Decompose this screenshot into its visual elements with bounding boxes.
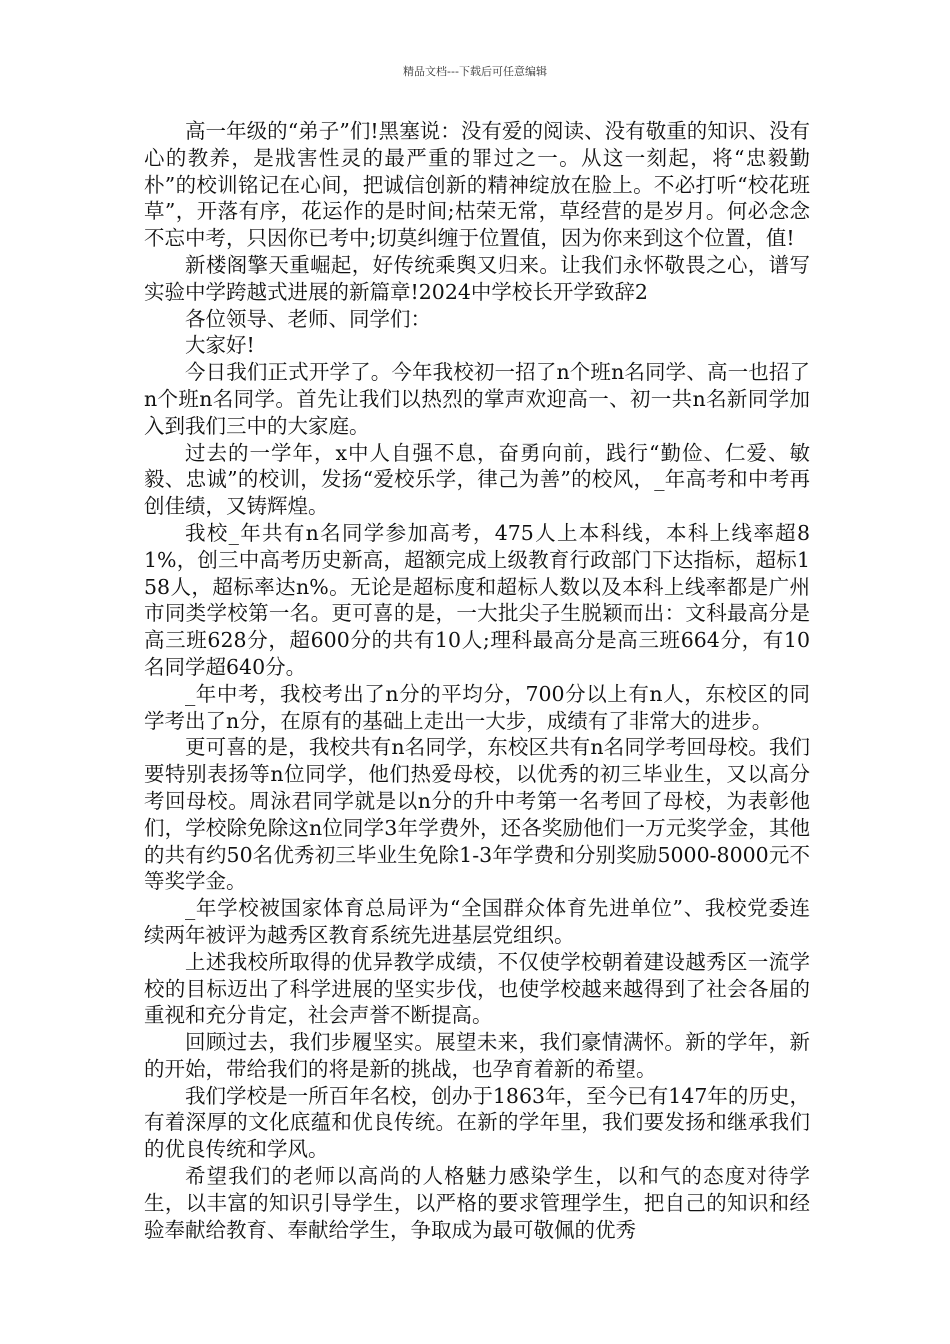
paragraph: 高一年级的“弟子”们!黑塞说：没有爱的阅读、没有敬重的知识、没有心的教养，是戕害性灵的最严重的罪过之一。从这一刻起，将“忠毅勤朴”的校训铭记在心间，把诚信创新的精神绽放在脸上。不必打听“校花班草”，开落有序，花运作的是时间;枯荣无常，草经营的是岁月。何必念念不忘中考，只因你已考中;切莫纠缠于位置值，因为你来到这个位置，值!	[144, 119, 810, 251]
page-header: 精品文档---下载后可任意编辑	[403, 65, 547, 78]
paragraph: 回顾过去，我们步履坚实。展望未来，我们豪情满怀。新的学年，新的开始，带给我们的将是新的挑战，也孕育着新的希望。	[144, 1030, 810, 1081]
paragraph: _年学校被国家体育总局评为“全国群众体育先进单位”、我校党委连续两年被评为越秀区教育系统先进基层党组织。	[144, 896, 810, 947]
paragraph: 我们学校是一所百年名校，创办于1863年，至今已有147年的历史，有着深厚的文化底蕴和优良传统。在新的学年里，我们要发扬和继承我们的优良传统和学风。	[144, 1083, 810, 1162]
paragraph: 上述我校所取得的优异教学成绩，不仅使学校朝着建设越秀区一流学校的目标迈出了科学进展的坚实步伐，也使学校越来越得到了社会各届的重视和充分肯定，社会声誉不断提高。	[144, 949, 810, 1028]
paragraph: 过去的一学年，x中人自强不息，奋勇向前，践行“勤俭、仁爱、敏毅、忠诚”的校训，发扬“爱校乐学，律己为善”的校风，_年高考和中考再创佳绩，又铸辉煌。	[144, 440, 810, 519]
paragraph: 大家好!	[185, 333, 255, 358]
paragraph: 更可喜的是，我校共有n名同学，东校区共有n名同学考回母校。我们要特别表扬等n位同学，他们热爱母校，以优秀的初三毕业生，又以高分考回母校。周泳君同学就是以n分的升中考第一名考回了母校，为表彰他们，学校除免除这n位同学3年学费外，还各奖励他们一万元奖学金，其他的共有约50名优秀初三毕业生免除1-3年学费和分别奖励5000-8000元不等奖学金。	[144, 735, 810, 894]
paragraph: 各位领导、老师、同学们：	[185, 306, 431, 331]
paragraph: _年中考，我校考出了n分的平均分，700分以上有n人，东校区的同学考出了n分，在原有的基础上走出一大步，成绩有了非常大的进步。	[144, 681, 810, 733]
document-body	[144, 118, 810, 1243]
paragraph: 新楼阁擎天重崛起，好传统乘舆又归来。让我们永怀敬畏之心，谱写实验中学跨越式进展的新篇章!2024中学校长开学致辞2	[144, 252, 810, 304]
paragraph: 我校_年共有n名同学参加高考，475人上本科线，本科上线率超81%，创三中高考历史新高，超额完成上级教育行政部门下达指标，超标158人，超标率达n%。无论是超标度和超标人数以及本科上线率都是广州市同类学校第一名。更可喜的是，一大批尖子生脱颖而出：文科最高分是高三班628分，超600分的共有10人;理科最高分是高三班664分，有10名同学超640分。	[144, 520, 810, 679]
paragraph: 希望我们的老师以高尚的人格魅力感染学生，以和气的态度对待学生，以丰富的知识引导学生，以严格的要求管理学生，把自己的知识和经验奉献给教育、奉献给学生，争取成为最可敬佩的优秀	[144, 1164, 810, 1242]
paragraph: 今日我们正式开学了。今年我校初一招了n个班n名同学、高一也招了n个班n名同学。首先让我们以热烈的掌声欢迎高一、初一共n名新同学加入到我们三中的大家庭。	[144, 360, 810, 438]
